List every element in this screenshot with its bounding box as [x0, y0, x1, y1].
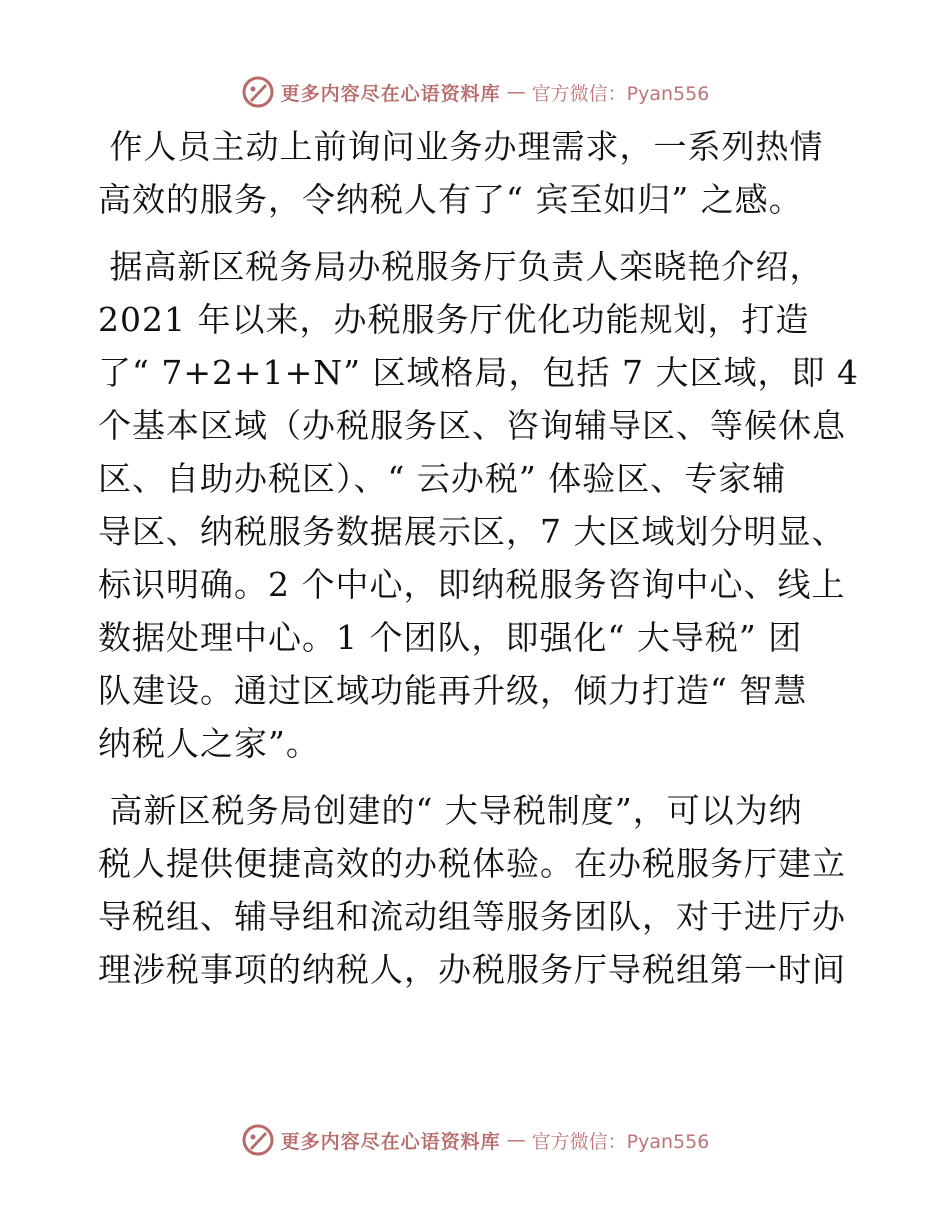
- watermark-separator: —: [506, 81, 526, 103]
- text-line: 队建设。通过区域功能再升级，倾力打造“ 智慧: [98, 671, 808, 710]
- text-line: 数据处理中心。1 个团队，即强化“ 大导税” 团: [98, 618, 803, 657]
- text-line: 纳税人之家”。: [98, 724, 320, 763]
- text-line: 税人提供便捷高效的办税体验。在办税服务厅建立: [98, 844, 846, 883]
- text-line: 了“ 7+2+1+N” 区域格局，包括 7 大区域，即 4: [98, 353, 859, 392]
- text-line: 作人员主动上前询问业务办理需求，一系列热情: [98, 127, 824, 166]
- text-line: 区、自助办税区）、“ 云办税” 体验区、专家辅: [98, 459, 787, 498]
- quill-logo-icon: [241, 1123, 275, 1157]
- watermark-main-text: 更多内容尽在心语资料库: [280, 1130, 501, 1153]
- text-line: 导区、纳税服务数据展示区，7 大区域划分明显、: [98, 512, 846, 551]
- footer-watermark: [0, 1120, 950, 1160]
- text-line: 个基本区域（办税服务区、咨询辅导区、等候休息: [98, 406, 846, 445]
- text-line: 2021 年以来，办税服务厅优化功能规划，打造: [98, 300, 810, 339]
- paragraph-2: [98, 240, 858, 770]
- text-line: 高新区税务局创建的“ 大导税制度”，可以为纳: [98, 791, 803, 830]
- header-watermark: [0, 72, 950, 112]
- quill-logo-icon: [241, 75, 275, 109]
- document-body: [98, 120, 858, 996]
- text-line: 导税组、辅导组和流动组等服务团队，对于进厅办: [98, 897, 846, 936]
- watermark-sub-text: 官方微信：Pyan556: [531, 82, 710, 105]
- text-line: 标识明确。2 个中心，即纳税服务咨询中心、线上: [98, 565, 846, 604]
- watermark-separator: —: [506, 1129, 526, 1151]
- text-line: 理涉税事项的纳税人，办税服务厅导税组第一时间: [98, 950, 846, 989]
- text-line: 高效的服务，令纳税人有了“ 宾至如归” 之感。: [98, 180, 803, 219]
- watermark-main-text: 更多内容尽在心语资料库: [280, 82, 501, 105]
- watermark-sub-text: 官方微信：Pyan556: [531, 1130, 710, 1153]
- paragraph-3: [98, 784, 858, 996]
- text-line: 据高新区税务局办税服务厅负责人栾晓艳介绍，: [98, 247, 824, 286]
- paragraph-1: [98, 120, 858, 226]
